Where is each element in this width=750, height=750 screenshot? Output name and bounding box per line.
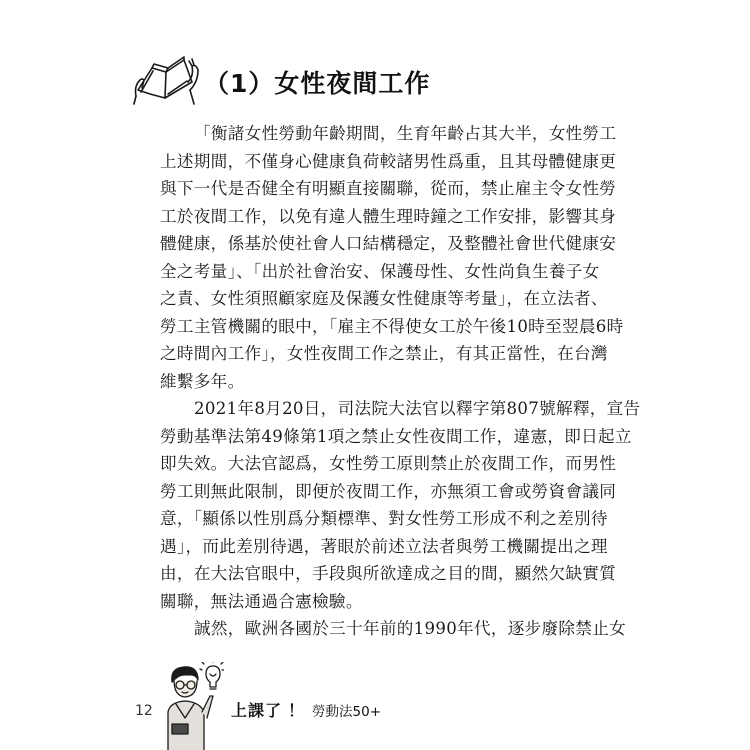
book-subtitle: 勞動法50+: [312, 704, 382, 720]
section-title: （1）女性夜間工作: [204, 69, 431, 98]
text-line: 維繫多年。: [160, 371, 245, 391]
brand-logotype: 上課了: [231, 701, 283, 720]
text-line: 意，「顯係以性別爲分類標準、對女性勞工形成不利之差別待: [160, 509, 608, 528]
text-line: 由，在大法官眼中，手段與所欲達成之目的間，顯然欠缺實質: [160, 564, 617, 583]
section-header: [132, 52, 430, 106]
text-line: 2021年8月20日，司法院大法官以釋字第807號解釋，宣告: [194, 399, 641, 418]
body-text: [160, 120, 641, 643]
text-line: 與下一代是否健全有明顯直接關聯，從而，禁止雇主令女性勞: [160, 179, 617, 198]
text-line: 勞動基準法第49條第1項之禁止女性夜間工作，違憲，即日起立: [160, 426, 632, 446]
text-line: 關聯，無法通過合憲檢驗。: [160, 591, 363, 611]
book-title: [231, 698, 381, 721]
paragraph: [160, 120, 624, 395]
text-line: 上述期間，不僅身心健康負荷較諸男性爲重，且其母體健康更: [160, 151, 617, 171]
text-line: 遇」，而此差別待遇，著眼於前述立法者與勞工機關提出之理: [160, 536, 608, 556]
text-line: 「衡諸女性勞動年齡期間，生育年齡占其大半，女性勞工: [194, 124, 617, 143]
text-line: 勞工則無此限制，即便於夜間工作，亦無須工會或勞資會議同: [160, 481, 617, 501]
text-line: 即失效。大法官認爲，女性勞工原則禁止於夜間工作，而男性: [160, 454, 617, 473]
paragraph: [160, 395, 641, 615]
text-line: 之時間內工作」，女性夜間工作之禁止，有其正當性，在台灣: [160, 344, 608, 363]
text-line: 勞工主管機關的眼中，「雇主不得使女工於午後10時至翌晨6時: [160, 316, 624, 336]
page-footer: [0, 660, 750, 750]
text-line: 工於夜間工作，以免有違人體生理時鐘之工作安排，影響其身: [160, 206, 617, 226]
book-reading-icon: [132, 52, 200, 106]
lightbulb-mascot-icon: [158, 662, 224, 750]
paragraph: [160, 615, 626, 643]
page-number: 12: [135, 703, 153, 719]
text-line: 體健康，係基於使社會人口結構穩定，及整體社會世代健康安: [160, 234, 617, 253]
text-line: 全之考量」、「出於社會治安、保護母性、女性尚負生養子女: [160, 261, 600, 281]
text-line: 誠然，歐洲各國於三十年前的1990年代，逐步廢除禁止女: [194, 619, 626, 638]
text-line: 之責、女性須照顧家庭及保護女性健康等考量」，在立法者、: [160, 289, 608, 308]
brand-exclamation: ！: [288, 701, 305, 720]
